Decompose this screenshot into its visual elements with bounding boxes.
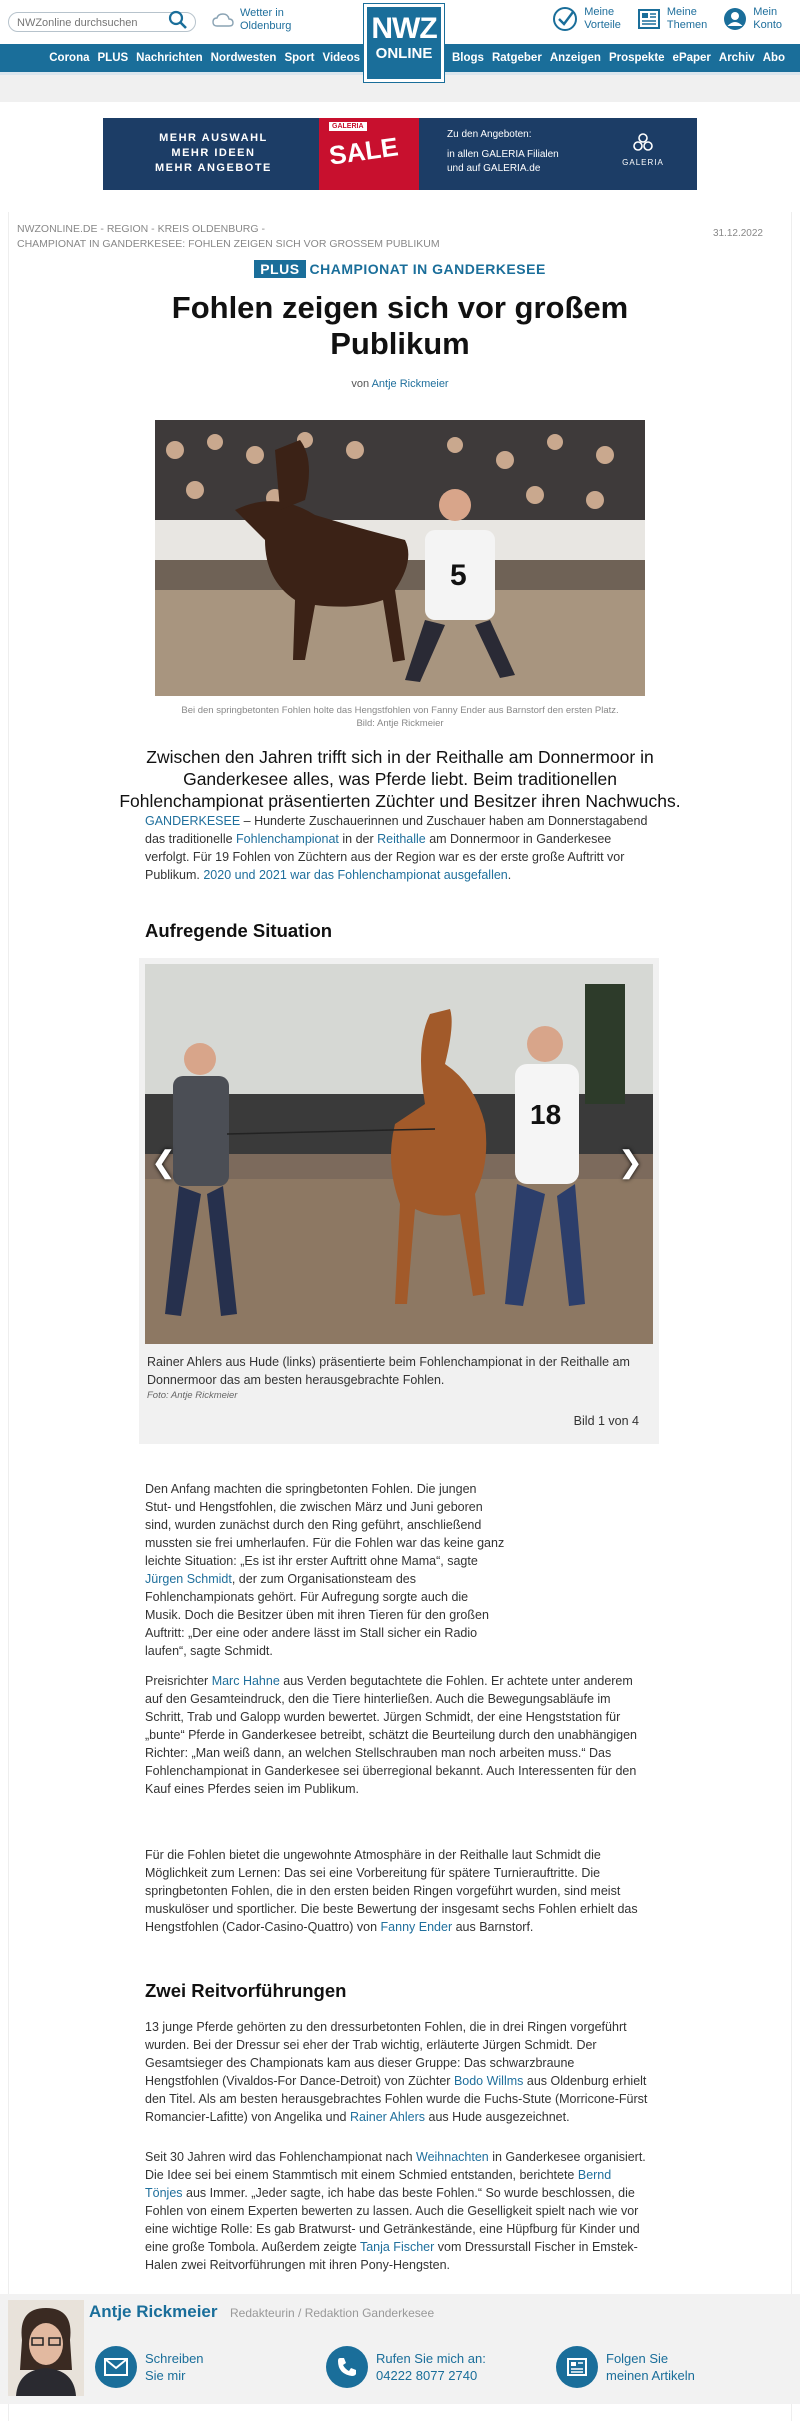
svg-text:18: 18 (530, 1099, 562, 1130)
ad-line2: MEHR IDEEN (171, 147, 256, 159)
link-bodo-willms[interactable]: Bodo Willms (453, 2074, 524, 2088)
author-box (0, 2294, 800, 2404)
newspaper-icon (637, 7, 661, 31)
nav-item-corona[interactable]: Corona (49, 52, 90, 64)
link-bernd-toenjes[interactable]: Bernd Tönjes (145, 2168, 612, 2200)
tool-line2: Themen (666, 19, 708, 31)
write-me-button[interactable] (95, 2346, 204, 2388)
text-span: Seit 30 Jahren wird das Fohlenchampionat nach (145, 2150, 416, 2164)
gallery-photo[interactable] (145, 964, 653, 1344)
ad-slogan (155, 131, 272, 176)
link-fanny-ender[interactable]: Fanny Ender (380, 1920, 453, 1934)
galeria-logo-icon (630, 130, 656, 156)
article-kicker (9, 260, 791, 279)
galeria-ad-banner[interactable] (103, 118, 697, 190)
byline-prefix: von (351, 378, 370, 390)
follow-line2: meinen Artikeln (606, 2368, 695, 2383)
article-lead: Zwischen den Jahren trifft sich in der Reithalle am Donnermoor in Ganderkesee alles, was Pferde liebt. Beim traditionellen Fohlenchampionat präsentierten Züchter und Besitzer ihren Nachwuchs. (119, 747, 681, 811)
author-avatar (8, 2300, 84, 2396)
nav-item-nordwesten[interactable]: Nordwesten (210, 52, 277, 64)
author-role: Redakteurin / Redaktion Ganderkesee (230, 2306, 435, 2320)
nav-item-plus[interactable]: PLUS (97, 52, 129, 64)
call-me-button[interactable] (326, 2346, 486, 2388)
user-icon (723, 7, 747, 31)
text-span: aus Hude ausgezeichnet. (425, 2110, 570, 2124)
paragraph-5 (145, 2018, 650, 2126)
text-span: aus Barnstorf. (452, 1920, 534, 1934)
tool-vorteile[interactable] (552, 6, 621, 32)
subheading-aufregende-situation: Aufregende Situation (145, 920, 333, 941)
paragraph-intro (145, 812, 650, 884)
nav-item-ratgeber[interactable]: Ratgeber (491, 52, 542, 64)
weather-line1: Wetter in (240, 7, 284, 19)
newspaper-follow-icon (556, 2346, 598, 2388)
hero-photo-foal (155, 420, 645, 696)
subheading-zwei-reitvorfuehrungen: Zwei Reitvorführungen (145, 1980, 347, 2001)
hero-credit: Bild: Antje Rickmeier (356, 718, 444, 729)
logo-line2: ONLINE (375, 45, 433, 62)
ad-container (0, 102, 800, 212)
link-marc-hahne[interactable]: Marc Hahne (211, 1674, 280, 1688)
paragraph-4 (145, 1846, 650, 1936)
text-span: am Donnermoor in Ganderkesee verfolgt. Für 19 Fohlen von Züchtern aus der Region war es der erste große Auftritt vor Publikum. (145, 832, 625, 882)
byline (9, 378, 791, 390)
gallery-caption: Rainer Ahlers aus Hude (links) präsentierte beim Fohlenchampionat in der Reithalle am Donnermoor das am besten herausgebrachte Fohlen. (147, 1355, 630, 1387)
call-line2: 04222 8077 2740 (376, 2368, 478, 2383)
photo-gallery (139, 958, 659, 1444)
plus-badge: PLUS (254, 260, 305, 278)
article-page (8, 212, 792, 2421)
paragraph-3 (145, 1672, 650, 1798)
tool-line2: Vorteile (584, 19, 621, 31)
nav-item-epaper[interactable]: ePaper (672, 52, 711, 64)
tool-line1: Meine (666, 6, 697, 18)
mail-icon (95, 2346, 137, 2388)
nav-item-videos[interactable]: Videos (322, 52, 360, 64)
call-line1: Rufen Sie mich an: (376, 2351, 486, 2366)
phone-icon (326, 2346, 368, 2388)
gallery-credit: Foto: Antje Rickmeier (147, 1390, 238, 1401)
hero-caption (9, 704, 791, 730)
nav-item-archiv[interactable]: Archiv (718, 52, 755, 64)
ad-offer-title: Zu den Angeboten: (447, 129, 532, 140)
kicker-text: CHAMPIONAT IN GANDERKESEE (309, 261, 546, 277)
logo-line1: NWZ (371, 12, 437, 45)
link-juergen-schmidt[interactable]: Jürgen Schmidt (145, 1572, 232, 1586)
paragraph-6 (145, 2148, 650, 2274)
nav-item-blogs[interactable]: Blogs (452, 52, 484, 64)
article-date: 31.12.2022 (712, 228, 763, 239)
text-span: . (507, 868, 512, 882)
nwz-logo[interactable] (364, 4, 444, 82)
follow-button[interactable] (556, 2346, 695, 2388)
nav-item-abo[interactable]: Abo (762, 52, 786, 64)
weather-line2: Oldenburg (240, 20, 292, 32)
header-tools (552, 6, 782, 32)
text-span: vom Dressurstall Fischer in Emstek-Halen zwei Reitvorführungen mit ihren Pony-Hengsten. (145, 2240, 638, 2272)
link-tanja-fischer[interactable]: Tanja Fischer (359, 2240, 435, 2254)
text-span: Den Anfang machten die springbetonten Fohlen. Die jungen Stut- und Hengstfohlen, die zwischen März und Juni geboren sind, wurden zunächst durch den Ring geführt, anschließend mussten sie frei umherlaufen. Für die Fohlen war das keine ganz leichte Situation: „Es ist ihr erster Auftritt ohne Mama“, sagte (145, 1482, 505, 1568)
author-name[interactable]: Antje Rickmeier (89, 2302, 218, 2321)
galeria-logo-text: GALERIA (622, 158, 664, 167)
weather-link[interactable] (212, 7, 291, 33)
place-link[interactable]: GANDERKESEE (145, 814, 241, 828)
breadcrumb-line2[interactable]: CHAMPIONAT IN GANDERKESEE: FOHLEN ZEIGEN SICH VOR GROSSEM PUBLIKUM (17, 238, 440, 250)
tool-konto[interactable] (723, 6, 782, 32)
link-fohlenchampionat[interactable]: Fohlenchampionat (236, 832, 339, 846)
svg-text:5: 5 (450, 559, 467, 592)
cloud-icon (212, 12, 234, 28)
breadcrumb-line1[interactable]: NWZONLINE.DE - REGION - KREIS OLDENBURG - (17, 223, 265, 235)
ad-offer-line1: in allen GALERIA Filialen (447, 149, 559, 160)
nav-item-anzeigen[interactable]: Anzeigen (549, 52, 601, 64)
paragraph-2 (145, 1480, 505, 1660)
follow-line1: Folgen Sie (606, 2351, 669, 2366)
text-span: in Ganderkesee organisiert. Die Idee sei bei einem Stammtisch mit einem Schmied entstanden, berichtete (145, 2150, 646, 2182)
write-line1: Schreiben (145, 2351, 204, 2366)
text-span: aus Oldenburg erhielt den Titel. Als am besten herausgebrachtes Fohlen wurde die Fuchs-Stute (Morricone-Fürst Romancier-Lafitte) von Angelika und (145, 2074, 648, 2124)
check-circle-icon (552, 6, 578, 32)
gallery-counter: Bild 1 von 4 (573, 1414, 639, 1428)
link-reithalle[interactable]: Reithalle (377, 832, 426, 846)
link-weihnachten[interactable]: Weihnachten (416, 2150, 489, 2164)
hero-caption-text: Bei den springbetonten Fohlen holte das Hengstfohlen von Fanny Ender aus Barnstorf den ersten Platz. (181, 705, 619, 716)
nav-item-nachrichten[interactable]: Nachrichten (136, 52, 203, 64)
text-span: – Hunderte Zuschauerinnen und Zuschauer haben am Donnerstagabend das traditionelle (145, 814, 648, 846)
text-span: in der (338, 832, 378, 846)
ad-line3: MEHR ANGEBOTE (155, 162, 272, 174)
ad-line1: MEHR AUSWAHL (159, 132, 268, 144)
text-span: aus Immer. „Jeder sagte, ich habe das beste Fohlen.“ So wurde beschlossen, die Fohlen von einem Experten bewerten zu lassen. Auch die Geselligkeit spielt nach wie vor eine wichtige Rolle: Es gab Bratwurst- und Getränkestände, eine Hüpfburg für Kinder und eine große Tombola. Außerdem zeigte (145, 2186, 640, 2254)
tool-line2: Konto (753, 19, 782, 31)
text-span: 13 junge Pferde gehörten zu den dressurbetonten Fohlen, die in drei Ringen vorgeführt wurden. Bei der Dressur sei eher der Trab wichtig, erläuterte Jürgen Schmidt. Der Gesamtsieger des Championats kam aus dieser Gruppe: Das schwarzbraune Hengstfohlen (Vivaldos-For Dance-Detroit) von Züchter (145, 2020, 627, 2088)
link-rainer-ahlers[interactable]: Rainer Ahlers (349, 2110, 426, 2124)
text-span: Für die Fohlen bietet die ungewohnte Atmosphäre in der Reithalle laut Schmidt die Möglichkeit zum Lernen: Das sei eine Vorbereitung für spätere Turnierauftritte. Die springbetonten Fohlen, die in den ersten beiden Ringen vorgeführt wurden, sind meist muskulöser und sportlicher. Die beste Bewertung der insgesamt sechs Fohlen erhielt das Hengstfohlen (Cador-Casino-Quattro) von (145, 1848, 638, 1934)
author-link[interactable]: Antje Rickmeier (371, 378, 449, 390)
gallery-next-button[interactable]: ❯ (617, 1146, 643, 1179)
nav-item-sport[interactable]: Sport (284, 52, 315, 64)
ad-offer-line2: und auf GALERIA.de (447, 163, 541, 174)
tool-line1: Mein (753, 6, 778, 18)
link-ausgefallen[interactable]: 2020 und 2021 war das Fohlenchampionat ausgefallen (203, 868, 508, 882)
sale-text: SALE (327, 131, 401, 171)
gallery-prev-button[interactable]: ❮ (151, 1146, 177, 1179)
nav-item-prospekte[interactable]: Prospekte (608, 52, 665, 64)
text-span: Preisrichter (145, 1674, 212, 1688)
search-icon[interactable] (168, 10, 188, 30)
tool-themen[interactable] (637, 6, 707, 32)
write-line2: Sie mir (145, 2368, 186, 2383)
sale-brand-label: GALERIA (329, 122, 367, 131)
galeria-logo (613, 130, 673, 167)
text-span: aus Verden begutachtete die Fohlen. Er achtete unter anderem auf den Gesamteindruck, den die Tiere hinterließen. Auch die Bewegungsabläufe im Schritt, Trab und Galopp wurden bewertet. Jürgen Schmidt, der eine Hengststation für „bunte“ Pferde in Ganderkesee betreibt, schätzt die Beurteilung durch den unabhängigen Richter: „Man weiß dann, an welchen Stellschrauben man noch arbeiten muss.“ Das Fohlenchampionat in Ganderkesee sei überregional bekannt. Auch Interessenten für den Kauf eines Pferdes seien im Publikum. (145, 1674, 637, 1796)
tool-line1: Meine (584, 6, 615, 18)
ad-offer-text (447, 128, 559, 176)
breadcrumb (17, 222, 440, 252)
text-span: , der zum Organisationsteam des Fohlenchampionats gehört. Für Aufregung sorgte auch die Musik. Doch die Besitzer üben mit ihren Tieren für den großen Auftritt: „Der eine oder andere lässt im Stall sicher ein Radio laufen“, sagte Schmidt. (145, 1572, 489, 1658)
article-title: Fohlen zeigen sich vor großem Publikum (171, 290, 629, 361)
